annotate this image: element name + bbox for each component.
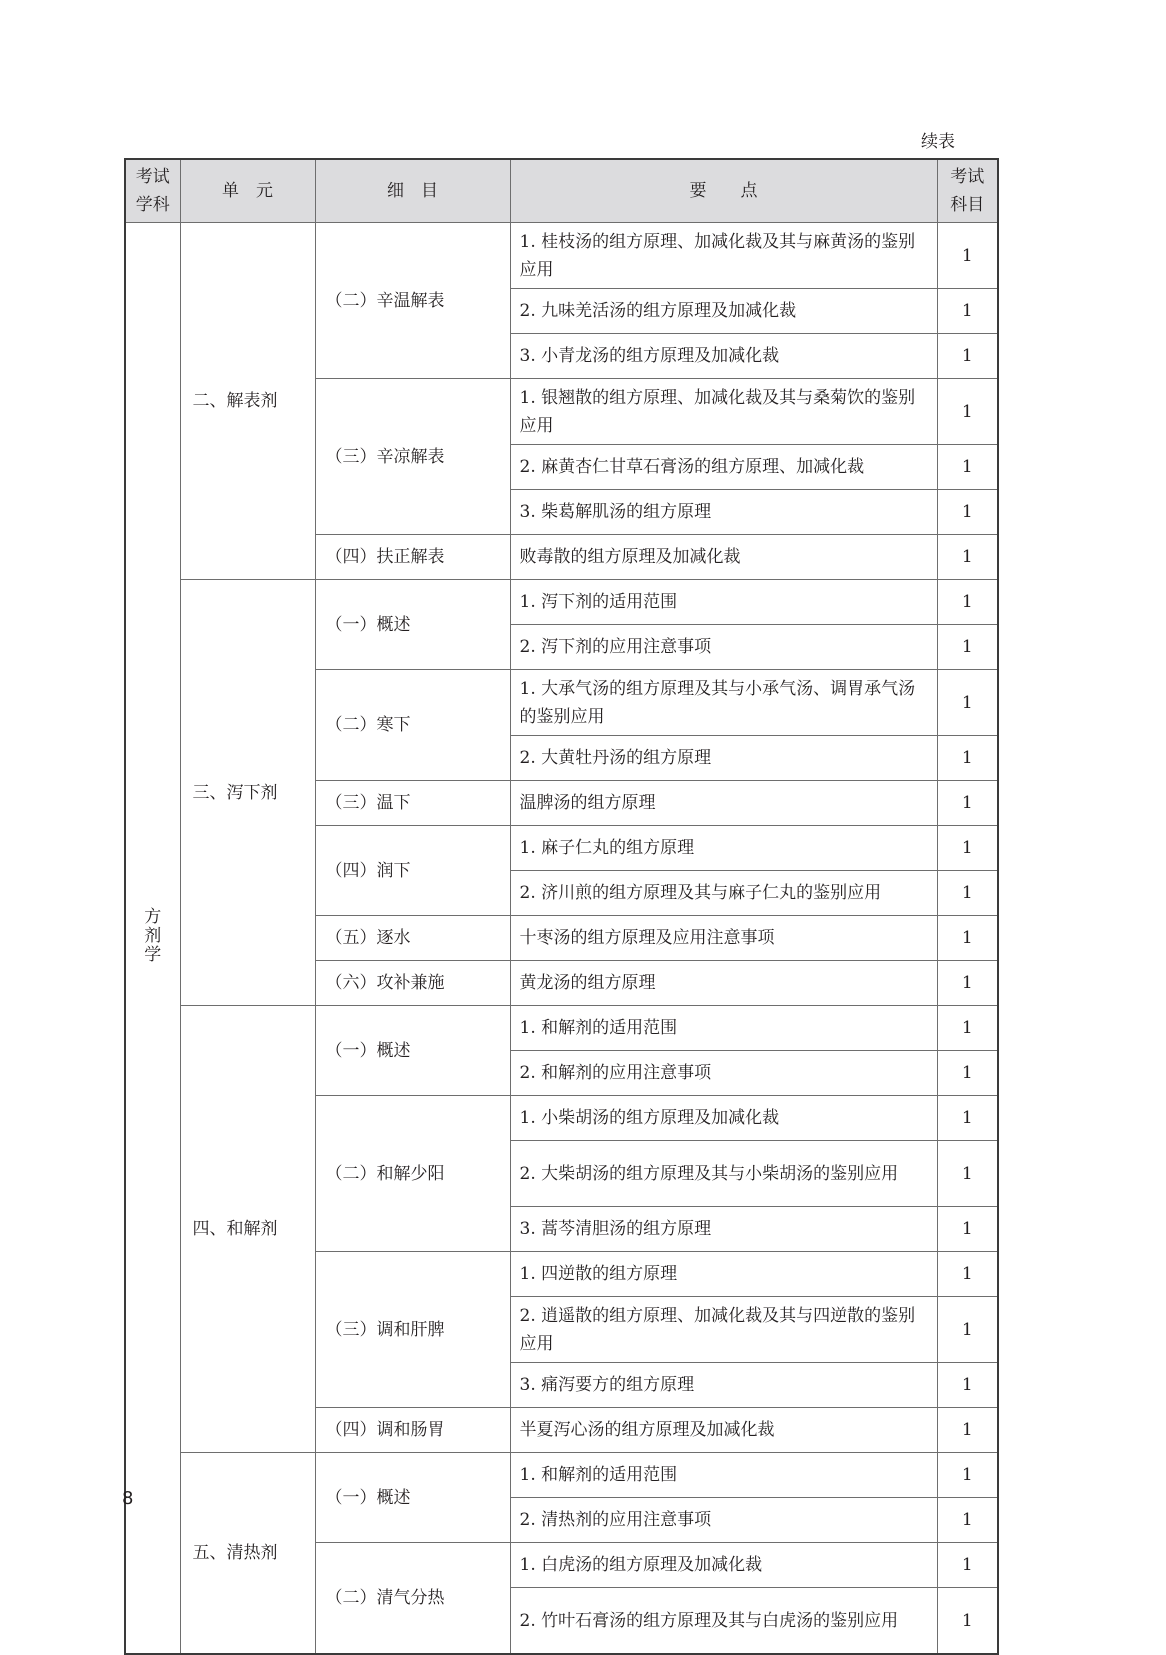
count-cell: 1 — [937, 1252, 998, 1297]
unit-cell: 二、解表剂 — [180, 223, 315, 580]
item-cell: （二）和解少阳 — [315, 1096, 510, 1252]
point-cell: 十枣汤的组方原理及应用注意事项 — [510, 916, 937, 961]
table-row — [125, 1006, 998, 1051]
unit-cell: 三、泻下剂 — [180, 580, 315, 1006]
count-cell: 1 — [937, 781, 998, 826]
count-cell: 1 — [937, 1588, 998, 1655]
header-unit: 单 元 — [180, 159, 315, 223]
item-cell: （五）逐水 — [315, 916, 510, 961]
point-cell: 1. 四逆散的组方原理 — [510, 1252, 937, 1297]
item-cell: （四）扶正解表 — [315, 535, 510, 580]
count-cell: 1 — [937, 1498, 998, 1543]
point-cell: 1. 白虎汤的组方原理及加减化裁 — [510, 1543, 937, 1588]
header-count: 考试科目 — [937, 159, 998, 223]
item-cell: （六）攻补兼施 — [315, 961, 510, 1006]
point-cell: 1. 麻子仁丸的组方原理 — [510, 826, 937, 871]
point-cell: 败毒散的组方原理及加减化裁 — [510, 535, 937, 580]
table-header-row — [125, 159, 998, 223]
count-cell: 1 — [937, 223, 998, 289]
point-cell: 2. 清热剂的应用注意事项 — [510, 1498, 937, 1543]
item-cell: （四）润下 — [315, 826, 510, 916]
count-cell: 1 — [937, 379, 998, 445]
point-cell: 黄龙汤的组方原理 — [510, 961, 937, 1006]
count-cell: 1 — [937, 670, 998, 736]
count-cell: 1 — [937, 1363, 998, 1408]
count-cell: 1 — [937, 1543, 998, 1588]
point-cell: 1. 小柴胡汤的组方原理及加减化裁 — [510, 1096, 937, 1141]
item-cell: （二）辛温解表 — [315, 223, 510, 379]
count-cell: 1 — [937, 826, 998, 871]
count-cell: 1 — [937, 1453, 998, 1498]
point-cell: 温脾汤的组方原理 — [510, 781, 937, 826]
point-cell: 2. 竹叶石膏汤的组方原理及其与白虎汤的鉴别应用 — [510, 1588, 937, 1655]
count-cell: 1 — [937, 580, 998, 625]
point-cell: 半夏泻心汤的组方原理及加减化裁 — [510, 1408, 937, 1453]
item-cell: （二）寒下 — [315, 670, 510, 781]
point-cell: 1. 和解剂的适用范围 — [510, 1006, 937, 1051]
item-cell: （三）辛凉解表 — [315, 379, 510, 535]
count-cell: 1 — [937, 535, 998, 580]
point-cell: 2. 济川煎的组方原理及其与麻子仁丸的鉴别应用 — [510, 871, 937, 916]
table-row — [125, 1453, 998, 1498]
point-cell: 1. 桂枝汤的组方原理、加减化裁及其与麻黄汤的鉴别应用 — [510, 223, 937, 289]
point-cell: 2. 大柴胡汤的组方原理及其与小柴胡汤的鉴别应用 — [510, 1141, 937, 1207]
point-cell: 2. 逍遥散的组方原理、加减化裁及其与四逆散的鉴别应用 — [510, 1297, 937, 1363]
point-cell: 3. 蒿芩清胆汤的组方原理 — [510, 1207, 937, 1252]
item-cell: （三）调和肝脾 — [315, 1252, 510, 1408]
count-cell: 1 — [937, 334, 998, 379]
point-cell: 3. 小青龙汤的组方原理及加减化裁 — [510, 334, 937, 379]
header-subject: 考试学科 — [125, 159, 180, 223]
count-cell: 1 — [937, 625, 998, 670]
header-point: 要 点 — [510, 159, 937, 223]
unit-cell: 五、清热剂 — [180, 1453, 315, 1655]
point-cell: 1. 泻下剂的适用范围 — [510, 580, 937, 625]
item-cell: （三）温下 — [315, 781, 510, 826]
count-cell: 1 — [937, 490, 998, 535]
table-row — [125, 223, 998, 289]
count-cell: 1 — [937, 916, 998, 961]
table-row — [125, 580, 998, 625]
item-cell: （一）概述 — [315, 1006, 510, 1096]
point-cell: 3. 痛泻要方的组方原理 — [510, 1363, 937, 1408]
count-cell: 1 — [937, 1408, 998, 1453]
point-cell: 2. 和解剂的应用注意事项 — [510, 1051, 937, 1096]
unit-cell: 四、和解剂 — [180, 1006, 315, 1453]
page-number: 8 — [122, 1488, 134, 1509]
point-cell: 2. 泻下剂的应用注意事项 — [510, 625, 937, 670]
count-cell: 1 — [937, 1051, 998, 1096]
count-cell: 1 — [937, 871, 998, 916]
item-cell: （四）调和肠胃 — [315, 1408, 510, 1453]
point-cell: 1. 和解剂的适用范围 — [510, 1453, 937, 1498]
count-cell: 1 — [937, 961, 998, 1006]
count-cell: 1 — [937, 1207, 998, 1252]
count-cell: 1 — [937, 1096, 998, 1141]
count-cell: 1 — [937, 289, 998, 334]
point-cell: 3. 柴葛解肌汤的组方原理 — [510, 490, 937, 535]
point-cell: 1. 大承气汤的组方原理及其与小承气汤、调胃承气汤的鉴别应用 — [510, 670, 937, 736]
count-cell: 1 — [937, 1141, 998, 1207]
header-item: 细 目 — [315, 159, 510, 223]
syllabus-table — [124, 158, 999, 1655]
point-cell: 1. 银翘散的组方原理、加减化裁及其与桑菊饮的鉴别应用 — [510, 379, 937, 445]
subject-cell: 方剂学 — [125, 223, 180, 1655]
point-cell: 2. 大黄牡丹汤的组方原理 — [510, 736, 937, 781]
count-cell: 1 — [937, 736, 998, 781]
count-cell: 1 — [937, 445, 998, 490]
count-cell: 1 — [937, 1006, 998, 1051]
point-cell: 2. 麻黄杏仁甘草石膏汤的组方原理、加减化裁 — [510, 445, 937, 490]
item-cell: （一）概述 — [315, 580, 510, 670]
count-cell: 1 — [937, 1297, 998, 1363]
continued-table-label: 续表 — [921, 132, 955, 152]
point-cell: 2. 九味羌活汤的组方原理及加减化裁 — [510, 289, 937, 334]
item-cell: （一）概述 — [315, 1453, 510, 1543]
item-cell: （二）清气分热 — [315, 1543, 510, 1655]
